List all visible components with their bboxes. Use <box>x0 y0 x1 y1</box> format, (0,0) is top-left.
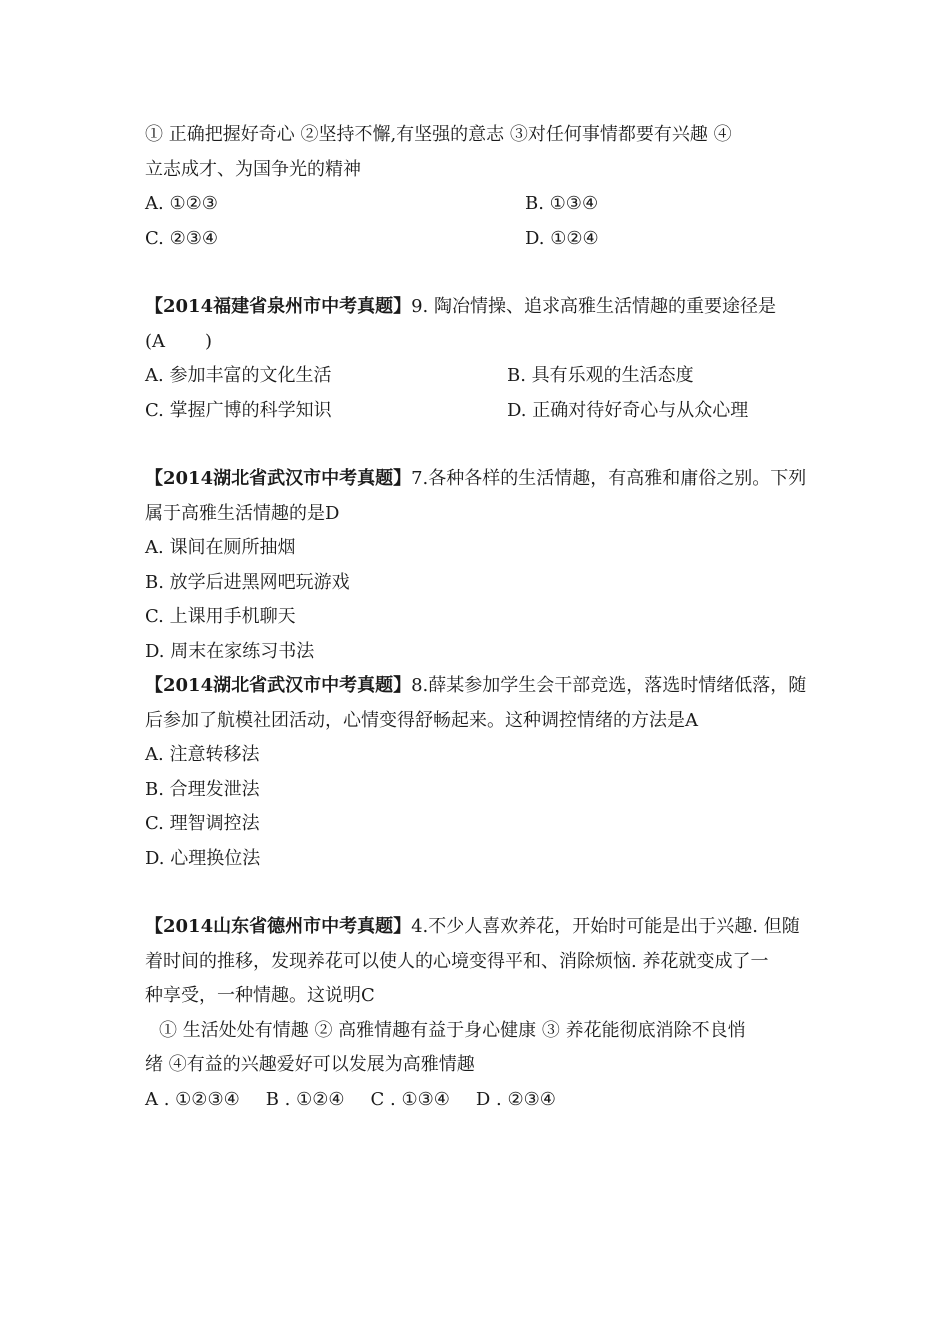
question-stem-line: 着时间的推移，发现养花可以使人的心境变得平和、消除烦恼. 养花就变成了一 <box>145 950 769 972</box>
question-stem: 4.不少人喜欢养花，开始时可能是出于兴趣. 但随 <box>411 916 800 937</box>
question-stem-line: 后参加了航模社团活动，心情变得舒畅起来。这种调控情绪的方法是A <box>145 709 698 731</box>
statement-items: 绪 ④有益的兴趣爱好可以发展为高雅情趣 <box>145 1054 475 1075</box>
option-b: B. 具有乐观的生活态度 <box>507 365 694 386</box>
question-header <box>145 910 810 945</box>
options-row <box>145 187 810 222</box>
question-stem: 9. 陶冶情操、追求高雅生活情趣的重要途径是 <box>411 296 777 317</box>
question-source: 【2014山东省德州市中考真题】 <box>145 916 412 937</box>
option-d: D. ①②④ <box>525 227 599 249</box>
statement-items: ① 生活处处有情趣 ② 高雅情趣有益于身心健康 ③ 养花能彻底消除不良悄 <box>159 1019 746 1041</box>
option-c: C. 掌握广博的科学知识 <box>145 399 332 421</box>
question-stem-line: ① 正确把握好奇心 ②坚持不懈,有坚强的意志 ③对任何事情都要有兴趣 ④ <box>145 124 732 145</box>
option-b: B. ①③④ <box>525 193 599 214</box>
option-d: D. 正确对待好奇心与从众心理 <box>507 399 749 421</box>
question-stem: 7.各种各样的生活情趣，有高雅和庸俗之别。下列 <box>411 468 807 489</box>
question-source: 【2014福建省泉州市中考真题】 <box>145 296 412 317</box>
option-a: A. 课间在厕所抽烟 <box>145 537 296 558</box>
options-row <box>145 359 810 394</box>
question-answer <box>145 325 810 360</box>
question-stem-line: 立志成才、为国争光的精神 <box>145 158 361 180</box>
option-d: D . ②③④ <box>475 1088 556 1110</box>
question-stem: 8.薛某参加学生会干部竞选，落选时情绪低落，随 <box>411 675 807 696</box>
option-c: C. ②③④ <box>145 227 218 249</box>
option-a: A. ①②③ <box>145 193 218 214</box>
question-header <box>145 290 810 325</box>
option-b: B . ①②④ <box>265 1088 345 1110</box>
options-row <box>145 1083 810 1118</box>
options-row <box>145 222 810 257</box>
option-d: D. 周末在家练习书法 <box>145 640 315 662</box>
question-header <box>145 669 810 704</box>
answer-close: ) <box>205 330 213 352</box>
question-stem-line: 种享受，一种情趣。这说明C <box>145 985 375 1006</box>
answer-open: (A <box>145 330 166 352</box>
question-header <box>145 462 810 497</box>
document-page <box>145 118 810 1117</box>
option-d: D. 心理换位法 <box>145 847 261 869</box>
option-a: A . ①②③④ <box>145 1088 240 1110</box>
options-row <box>145 394 810 429</box>
option-c: C . ①③④ <box>370 1088 450 1110</box>
option-a: A. 参加丰富的文化生活 <box>145 365 332 386</box>
question-source: 【2014湖北省武汉市中考真题】 <box>145 675 412 696</box>
question-source: 【2014湖北省武汉市中考真题】 <box>145 468 412 489</box>
option-b: B. 放学后进黑网吧玩游戏 <box>145 571 350 593</box>
question-stem-line: 属于高雅生活情趣的是D <box>145 502 340 524</box>
option-a: A. 注意转移法 <box>145 744 260 765</box>
option-b: B. 合理发泄法 <box>145 778 260 800</box>
option-c: C. 理智调控法 <box>145 813 260 834</box>
option-c: C. 上课用手机聊天 <box>145 606 296 627</box>
